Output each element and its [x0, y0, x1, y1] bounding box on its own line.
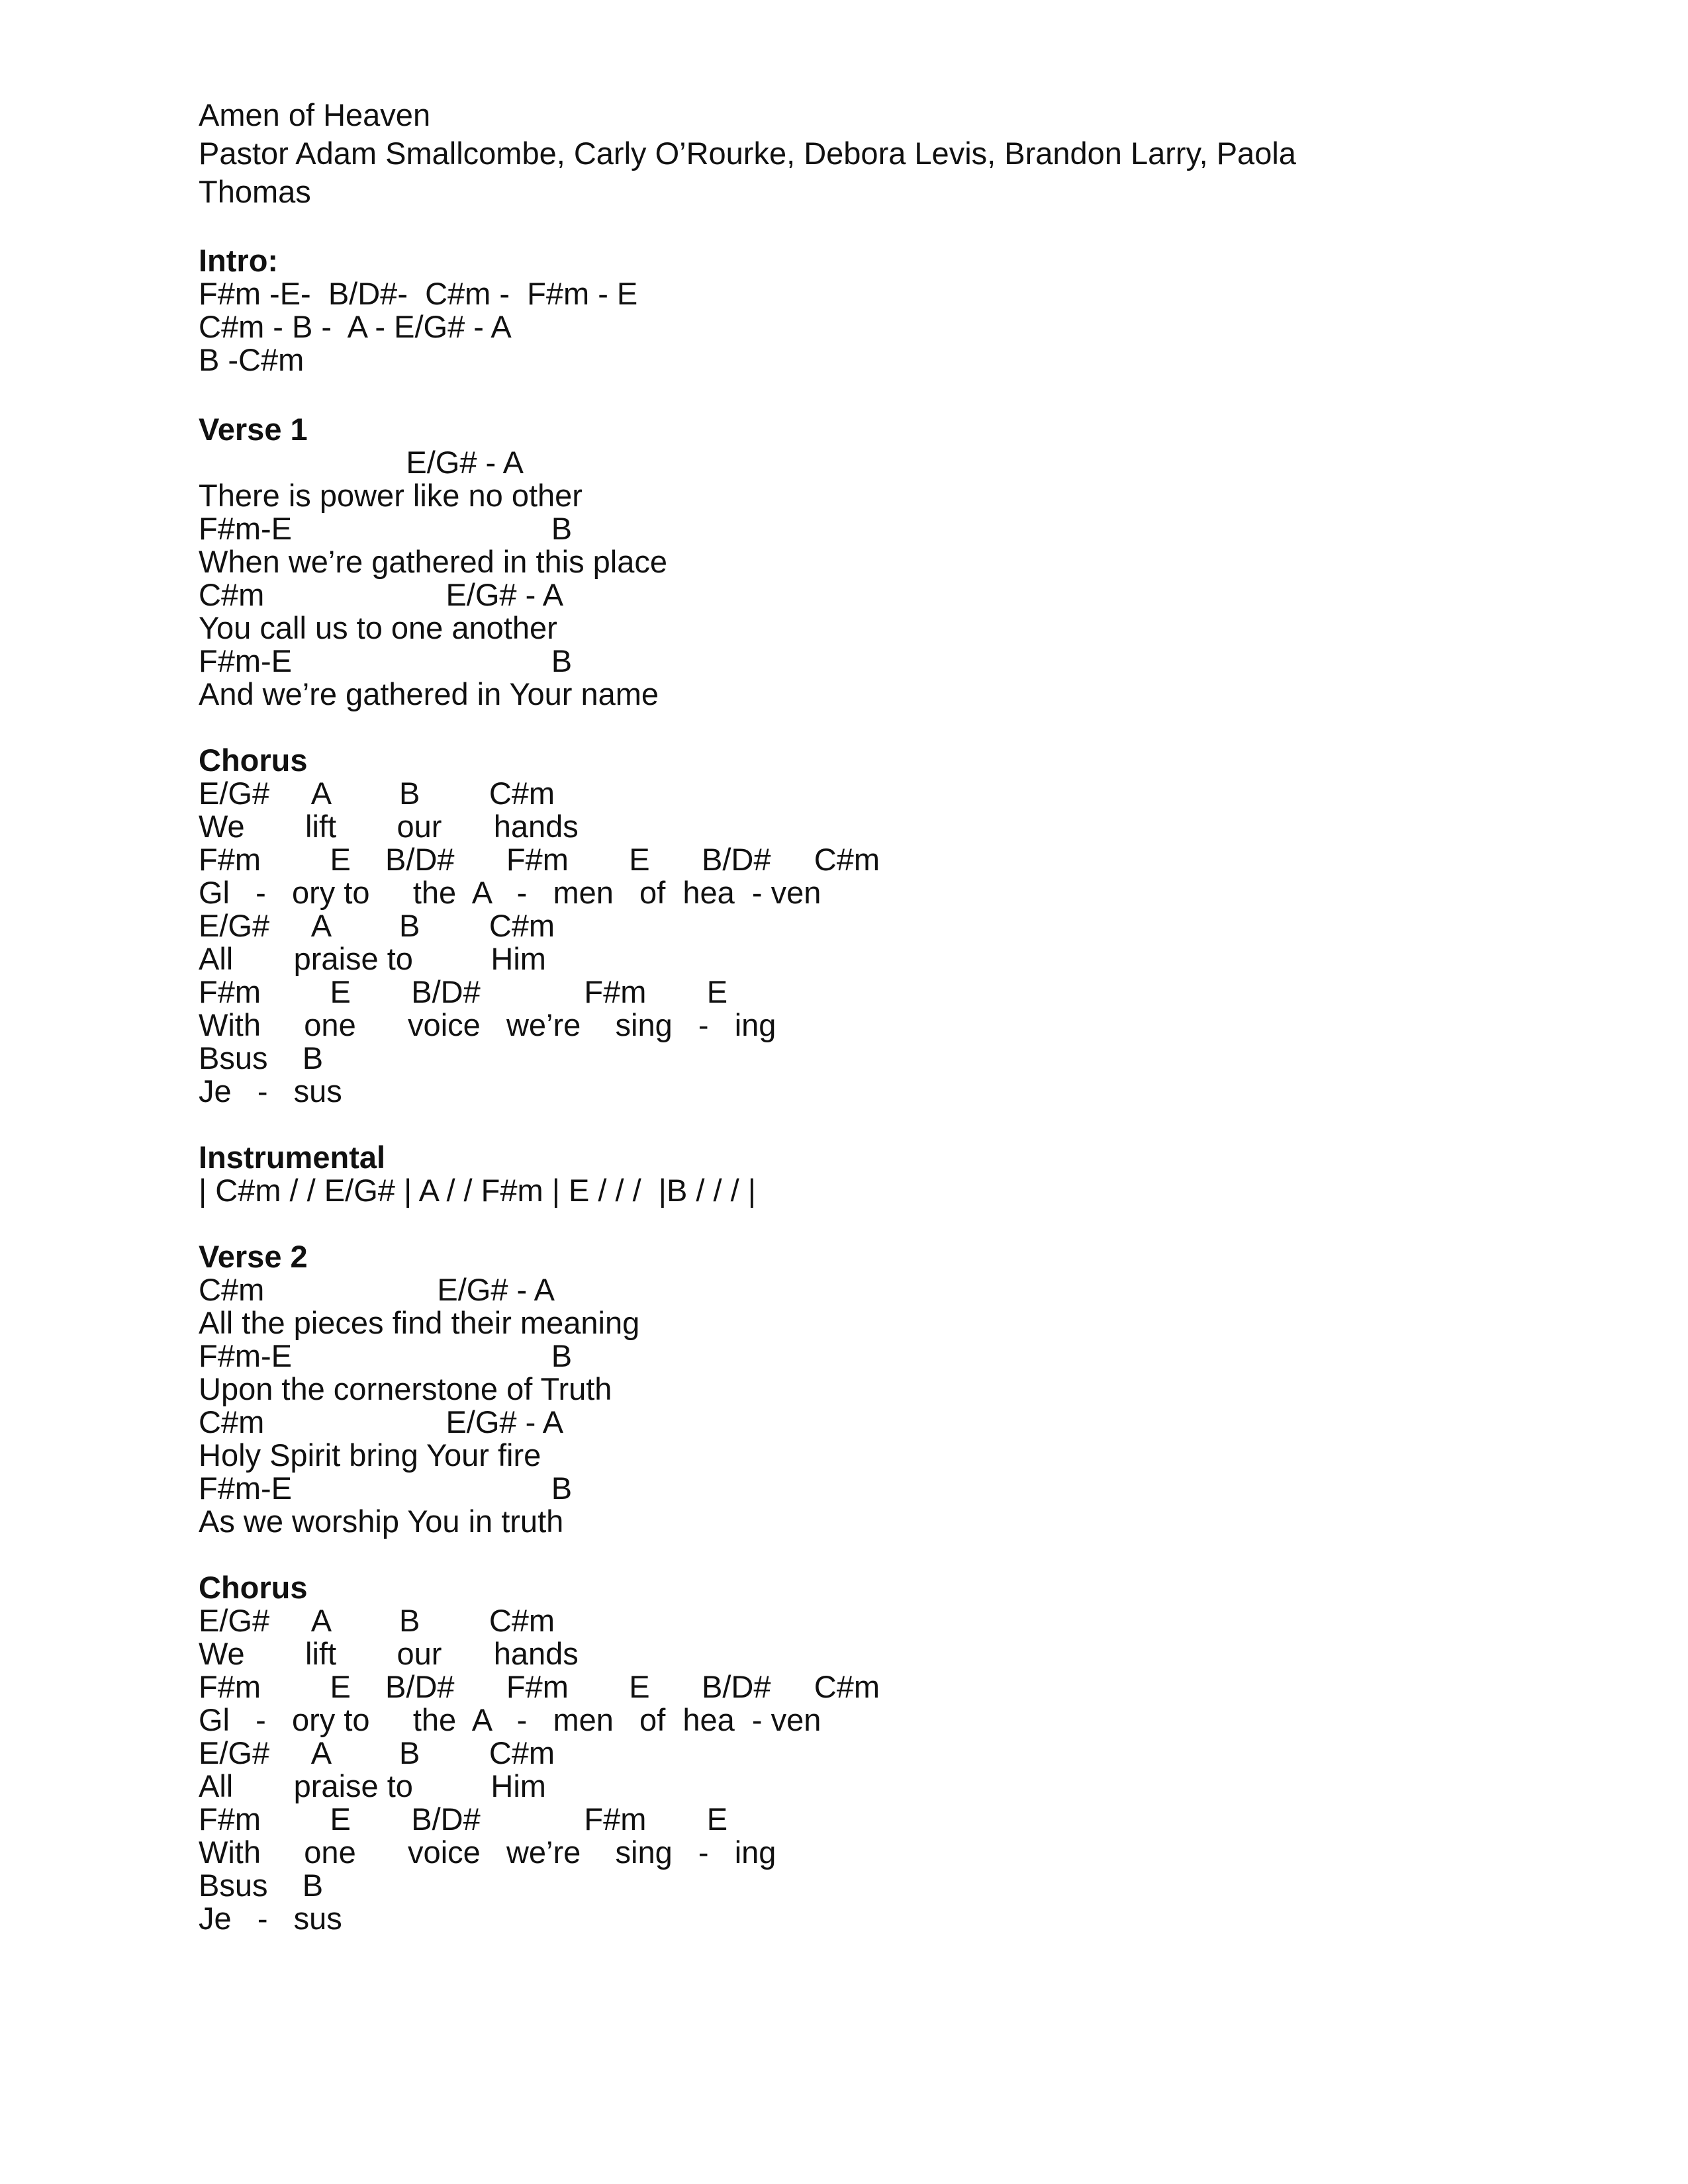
- chorus-section: [199, 1572, 1523, 1936]
- lyric-line: All the pieces find their meaning: [199, 1305, 640, 1340]
- chord-line: F#m E B/D# F#m E: [199, 1801, 728, 1837]
- instrumental-section: [199, 1142, 1523, 1208]
- chord-line: F#m-E B: [199, 643, 573, 678]
- chord-line: B -C#m: [199, 342, 305, 377]
- lyric-line: We lift our hands: [199, 1636, 579, 1671]
- chord-line: E/G# - A: [199, 445, 524, 480]
- section-heading: Verse 1: [199, 412, 308, 447]
- lyric-line: Upon the cornerstone of Truth: [199, 1371, 612, 1406]
- lyric-line: Gl - ory to the A - men of hea - ven: [199, 875, 821, 910]
- lyric-line: Gl - ory to the A - men of hea - ven: [199, 1702, 821, 1737]
- song-header: [199, 99, 1556, 214]
- intro-section: [199, 245, 1523, 377]
- lyric-line: As we worship You in truth: [199, 1504, 564, 1539]
- chorus-section: [199, 745, 1523, 1109]
- chord-line: F#m-E B: [199, 1338, 573, 1373]
- section-heading: Chorus: [199, 1570, 308, 1605]
- song-authors-continued: Thomas: [199, 174, 311, 209]
- chord-line: C#m E/G# - A: [199, 1272, 555, 1307]
- chord-line: | C#m / / E/G# | A / / F#m | E / / / |B / / / |: [199, 1173, 756, 1208]
- chord-line: F#m-E B: [199, 511, 573, 546]
- chord-line: F#m -E- B/D#- C#m - F#m - E: [199, 276, 638, 311]
- chord-line: E/G# A B C#m: [199, 908, 555, 943]
- verse2-section: [199, 1241, 1523, 1539]
- lyric-line: All praise to Him: [199, 1768, 546, 1803]
- section-heading: Intro:: [199, 243, 279, 278]
- chord-line: C#m E/G# - A: [199, 1404, 564, 1439]
- chord-line: C#m E/G# - A: [199, 577, 564, 612]
- section-heading: Chorus: [199, 743, 308, 778]
- lyric-line: We lift our hands: [199, 809, 579, 844]
- lyric-line: With one voice we’re sing - ing: [199, 1835, 776, 1870]
- chord-line: Bsus B: [199, 1868, 324, 1903]
- chord-line: E/G# A B C#m: [199, 1735, 555, 1770]
- chord-line: E/G# A B C#m: [199, 776, 555, 811]
- section-heading: Instrumental: [199, 1140, 386, 1175]
- lyric-line: You call us to one another: [199, 610, 557, 645]
- chord-line: E/G# A B C#m: [199, 1603, 555, 1638]
- song-authors: Pastor Adam Smallcombe, Carly O’Rourke, Debora Levis, Brandon Larry, Paola: [199, 136, 1296, 171]
- lyric-line: Je - sus: [199, 1073, 342, 1109]
- chord-line: F#m E B/D# F#m E B/D# C#m: [199, 1669, 880, 1704]
- lyric-line: There is power like no other: [199, 478, 583, 513]
- song-title: Amen of Heaven: [199, 97, 431, 132]
- chord-sheet: [199, 97, 1556, 1936]
- chord-line: F#m E B/D# F#m E B/D# C#m: [199, 842, 880, 877]
- lyric-line: All praise to Him: [199, 941, 546, 976]
- lyric-line: Je - sus: [199, 1901, 342, 1936]
- chord-line: F#m-E B: [199, 1471, 573, 1506]
- chord-line: C#m - B - A - E/G# - A: [199, 309, 512, 344]
- verse1-section: [199, 414, 1523, 711]
- lyric-line: When we’re gathered in this place: [199, 544, 668, 579]
- chord-line: F#m E B/D# F#m E: [199, 974, 728, 1009]
- lyric-line: Holy Spirit bring Your fire: [199, 1437, 541, 1473]
- lyric-line: And we’re gathered in Your name: [199, 676, 659, 711]
- lyric-line: With one voice we’re sing - ing: [199, 1007, 776, 1042]
- section-heading: Verse 2: [199, 1239, 308, 1274]
- chord-line: Bsus B: [199, 1040, 324, 1075]
